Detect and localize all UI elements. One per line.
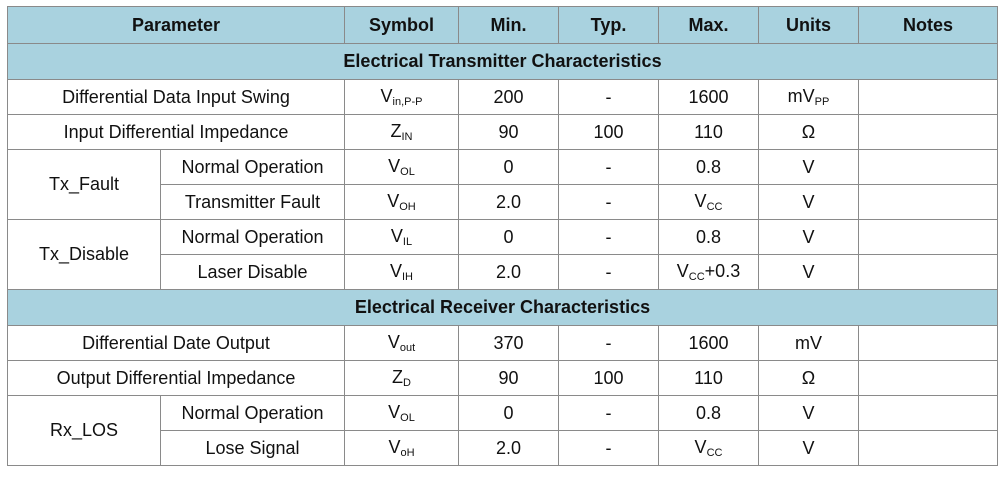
table-row (8, 326, 998, 361)
max-subscript: CC (706, 201, 723, 213)
cell-units (759, 431, 859, 466)
cell-sub-parameter: Transmitter Fault (161, 185, 345, 220)
header-units: Units (759, 7, 859, 44)
unit-base: mV (787, 86, 815, 106)
cell-symbol (345, 115, 459, 150)
symbol-subscript: D (403, 377, 411, 389)
header-typ: Typ. (559, 7, 659, 44)
unit-subscript: PP (814, 96, 830, 108)
max-base: 0.8 (695, 156, 722, 177)
cell-sub-parameter: Laser Disable (161, 255, 345, 290)
cell-min: 0 (459, 220, 559, 255)
symbol-subscript: OH (399, 201, 416, 213)
symbol-base: V (388, 402, 401, 422)
max-subscript: CC (688, 271, 705, 283)
cell-sub-parameter: Normal Operation (161, 150, 345, 185)
cell-typ: - (559, 80, 659, 115)
cell-symbol (345, 220, 459, 255)
cell-max (659, 185, 759, 220)
cell-units (759, 255, 859, 290)
cell-max (659, 326, 759, 361)
unit-base: mV (795, 332, 822, 353)
cell-notes (859, 361, 998, 396)
cell-parameter: Input Differential Impedance (8, 115, 345, 150)
table-row (8, 115, 998, 150)
symbol-subscript: IN (401, 131, 413, 143)
symbol-base: Z (392, 367, 404, 387)
cell-min: 200 (459, 80, 559, 115)
cell-notes (859, 255, 998, 290)
cell-sub-parameter: Normal Operation (161, 396, 345, 431)
section-header-row (8, 290, 998, 326)
unit-base: Ω (801, 367, 816, 388)
cell-parameter: Differential Date Output (8, 326, 345, 361)
symbol-base: V (387, 191, 400, 211)
symbol-base: Z (390, 121, 402, 141)
table-body (8, 44, 998, 466)
electrical-characteristics-table (7, 6, 998, 466)
cell-max (659, 361, 759, 396)
cell-typ: - (559, 185, 659, 220)
cell-max (659, 431, 759, 466)
group-label: Tx_Fault (8, 150, 161, 220)
cell-sub-parameter: Lose Signal (161, 431, 345, 466)
header-symbol: Symbol (345, 7, 459, 44)
symbol-base: V (390, 226, 403, 246)
symbol-subscript: IL (402, 236, 413, 248)
table-row (8, 150, 998, 185)
cell-max (659, 396, 759, 431)
cell-notes (859, 80, 998, 115)
header-max: Max. (659, 7, 759, 44)
cell-symbol (345, 431, 459, 466)
cell-symbol (345, 185, 459, 220)
cell-typ: - (559, 396, 659, 431)
cell-typ: - (559, 220, 659, 255)
unit-base: V (802, 437, 815, 458)
cell-min: 90 (459, 115, 559, 150)
symbol-subscript: out (399, 342, 416, 354)
cell-units (759, 361, 859, 396)
cell-units (759, 220, 859, 255)
symbol-subscript: OL (400, 166, 415, 178)
cell-units (759, 150, 859, 185)
max-base: 110 (694, 121, 723, 142)
unit-base: Ω (801, 121, 816, 142)
cell-max (659, 255, 759, 290)
table-row (8, 361, 998, 396)
cell-min: 2.0 (459, 255, 559, 290)
cell-min: 0 (459, 396, 559, 431)
unit-base: V (802, 402, 815, 423)
cell-units (759, 396, 859, 431)
cell-notes (859, 396, 998, 431)
cell-notes (859, 220, 998, 255)
cell-typ: 100 (559, 115, 659, 150)
cell-typ: - (559, 255, 659, 290)
cell-min: 0 (459, 150, 559, 185)
max-base: V (676, 261, 689, 281)
cell-notes (859, 431, 998, 466)
table-row (8, 396, 998, 431)
max-base: V (694, 191, 707, 211)
group-label: Tx_Disable (8, 220, 161, 290)
unit-base: V (802, 261, 815, 282)
cell-max (659, 220, 759, 255)
symbol-subscript: IH (402, 271, 413, 283)
symbol-subscript: OL (400, 412, 415, 424)
header-min: Min. (459, 7, 559, 44)
cell-symbol (345, 326, 459, 361)
spec-table-wrapper (7, 6, 998, 466)
max-base: 1600 (688, 332, 729, 353)
cell-symbol (345, 396, 459, 431)
cell-units (759, 185, 859, 220)
cell-parameter: Output Differential Impedance (8, 361, 345, 396)
cell-units (759, 80, 859, 115)
cell-symbol (345, 80, 459, 115)
cell-max (659, 80, 759, 115)
cell-typ: 100 (559, 361, 659, 396)
max-subscript: CC (706, 447, 723, 459)
cell-typ: - (559, 150, 659, 185)
unit-base: V (802, 226, 815, 247)
max-tail: +0.3 (704, 261, 741, 281)
section-title: Electrical Transmitter Characteristics (8, 44, 998, 80)
cell-typ: - (559, 326, 659, 361)
cell-max (659, 115, 759, 150)
max-base: 0.8 (695, 402, 722, 423)
max-base: 110 (694, 367, 723, 388)
group-label: Rx_LOS (8, 396, 161, 466)
cell-min: 90 (459, 361, 559, 396)
cell-symbol (345, 150, 459, 185)
symbol-base: V (389, 261, 402, 281)
cell-symbol (345, 255, 459, 290)
table-row (8, 80, 998, 115)
cell-max (659, 150, 759, 185)
cell-min: 2.0 (459, 431, 559, 466)
section-title: Electrical Receiver Characteristics (8, 290, 998, 326)
max-base: 0.8 (695, 226, 722, 247)
unit-base: V (802, 156, 815, 177)
symbol-subscript: oH (400, 447, 415, 459)
cell-typ: - (559, 431, 659, 466)
max-base: V (694, 437, 707, 457)
unit-base: V (802, 191, 815, 212)
cell-sub-parameter: Normal Operation (161, 220, 345, 255)
header-notes: Notes (859, 7, 998, 44)
cell-notes (859, 115, 998, 150)
cell-notes (859, 185, 998, 220)
header-row (8, 7, 998, 44)
max-base: 1600 (688, 86, 729, 107)
cell-symbol (345, 361, 459, 396)
cell-min: 370 (459, 326, 559, 361)
symbol-base: V (387, 332, 400, 352)
cell-min: 2.0 (459, 185, 559, 220)
cell-parameter: Differential Data Input Swing (8, 80, 345, 115)
symbol-base: V (388, 156, 401, 176)
cell-notes (859, 150, 998, 185)
section-header-row (8, 44, 998, 80)
symbol-base: V (388, 437, 401, 457)
cell-notes (859, 326, 998, 361)
cell-units (759, 326, 859, 361)
table-row (8, 220, 998, 255)
cell-units (759, 115, 859, 150)
symbol-subscript: in,P-P (392, 96, 423, 108)
symbol-base: V (380, 86, 393, 106)
header-parameter: Parameter (8, 7, 345, 44)
